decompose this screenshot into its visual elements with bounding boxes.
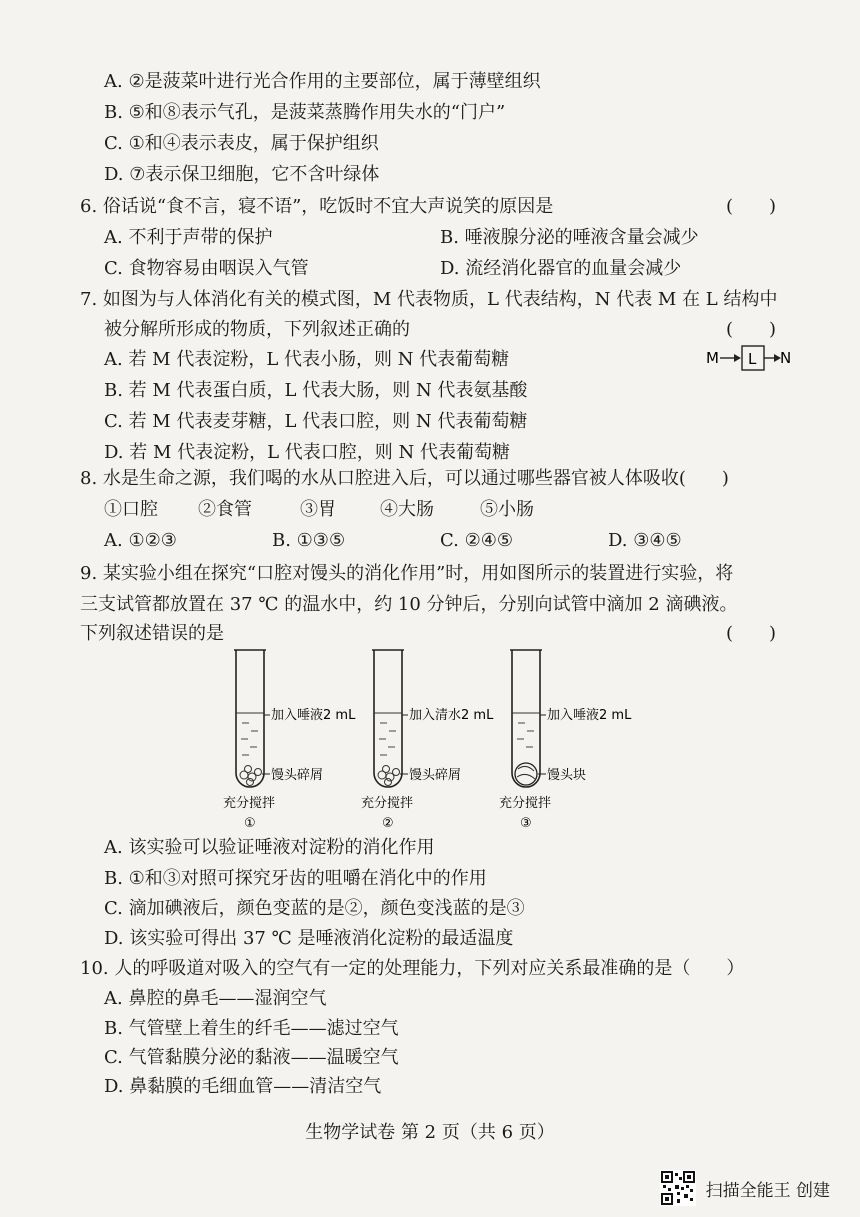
q8-option-b: B. ①③⑤ xyxy=(272,530,346,551)
q5-option-a: A. ②是菠菜叶进行光合作用的主要部位，属于薄壁组织 xyxy=(104,71,541,92)
tube-3-stir-label: 充分搅拌 xyxy=(499,796,552,811)
q8-item-1: ①口腔 xyxy=(104,499,158,520)
q10-option-a: A. 鼻腔的鼻毛——湿润空气 xyxy=(104,988,327,1009)
diagram-m-label: M xyxy=(706,349,719,367)
q6-option-a: A. 不利于声带的保护 xyxy=(104,227,273,248)
tube-2-number: ② xyxy=(382,816,394,831)
q5-option-d: D. ⑦表示保卫细胞，它不含叶绿体 xyxy=(104,164,380,185)
digestion-flow-diagram xyxy=(706,343,790,373)
diagram-n-label: N xyxy=(780,349,792,367)
tube-1-stir-label: 充分搅拌 xyxy=(223,796,276,811)
q6-option-d: D. 流经消化器官的血量会减少 xyxy=(440,258,682,279)
tube-2-stir-label: 充分搅拌 xyxy=(361,796,414,811)
q8-item-5: ⑤小肠 xyxy=(480,499,534,520)
q9-stem-line2: 三支试管都放置在 37 ℃ 的温水中，约 10 分钟后，分别向试管中滴加 2 滴碘液。 xyxy=(80,594,738,615)
q7-option-d: D. 若 M 代表淀粉，L 代表口腔，则 N 代表葡萄糖 xyxy=(104,442,510,463)
tube-2-liquid-label: 加入清水2 mL xyxy=(409,708,494,723)
q9-option-b: B. ①和③对照可探究牙齿的咀嚼在消化中的作用 xyxy=(104,868,487,889)
q9-option-c: C. 滴加碘液后，颜色变蓝的是②，颜色变浅蓝的是③ xyxy=(104,898,525,919)
q8-option-a: A. ①②③ xyxy=(104,530,177,551)
test-tube-3 xyxy=(499,650,632,831)
q5-option-c: C. ①和④表示表皮，属于保护组织 xyxy=(104,133,379,154)
test-tube-2 xyxy=(361,650,494,831)
q7-stem-line1: 7. 如图为与人体消化有关的模式图，M 代表物质，L 代表结构，N 代表 M 在 L 结构中 xyxy=(80,289,778,310)
q10-option-c: C. 气管黏膜分泌的黏液——温暖空气 xyxy=(104,1047,399,1068)
q8-item-3: ③胃 xyxy=(300,499,336,520)
q7-stem-line2: 被分解所形成的物质，下列叙述正确的 xyxy=(104,319,410,340)
q5-option-b: B. ⑤和⑧表示气孔，是菠菜蒸腾作用失水的“门户” xyxy=(104,102,506,123)
q6-stem: 6. 俗话说“食不言，寝不语”，吃饭时不宜大声说笑的原因是 xyxy=(80,196,554,217)
q9-stem-line1: 9. 某实验小组在探究“口腔对馒头的消化作用”时，用如图所示的装置进行实验，将 xyxy=(80,563,734,584)
tube-3-number: ③ xyxy=(520,816,532,831)
test-tube-1 xyxy=(223,650,356,831)
qr-code-icon xyxy=(660,1170,696,1206)
q7-option-b: B. 若 M 代表蛋白质，L 代表大肠，则 N 代表氨基酸 xyxy=(104,380,528,401)
q6-option-b: B. 唾液腺分泌的唾液含量会减少 xyxy=(440,227,699,248)
q10-option-d: D. 鼻黏膜的毛细血管——清洁空气 xyxy=(104,1076,382,1097)
tube-3-liquid-label: 加入唾液2 mL xyxy=(547,708,632,723)
test-tube-figure xyxy=(220,645,660,835)
q7-option-c: C. 若 M 代表麦芽糖，L 代表口腔，则 N 代表葡萄糖 xyxy=(104,411,528,432)
q6-answer-paren: ( ) xyxy=(726,196,777,217)
q8-item-2: ②食管 xyxy=(198,499,252,520)
tube-1-liquid-label: 加入唾液2 mL xyxy=(271,708,356,723)
q8-item-4: ④大肠 xyxy=(380,499,434,520)
tube-1-solid-label: 馒头碎屑 xyxy=(271,768,324,783)
diagram-l-label: L xyxy=(748,350,757,368)
q9-answer-paren: ( ) xyxy=(726,623,777,644)
tube-3-solid-label: 馒头块 xyxy=(547,768,587,783)
q9-option-a: A. 该实验可以验证唾液对淀粉的消化作用 xyxy=(104,837,435,858)
q8-option-c: C. ②④⑤ xyxy=(440,530,513,551)
q9-stem-line3: 下列叙述错误的是 xyxy=(80,623,224,644)
scanner-watermark xyxy=(660,1170,830,1206)
q7-option-a: A. 若 M 代表淀粉，L 代表小肠，则 N 代表葡萄糖 xyxy=(104,349,510,370)
q10-stem: 10. 人的呼吸道对吸入的空气有一定的处理能力，下列对应关系最准确的是（ ） xyxy=(80,958,745,979)
watermark-text: 扫描全能王 创建 xyxy=(705,1180,830,1201)
q8-option-d: D. ③④⑤ xyxy=(608,530,682,551)
tube-2-solid-label: 馒头碎屑 xyxy=(409,768,462,783)
q8-stem: 8. 水是生命之源，我们喝的水从口腔进入后，可以通过哪些器官被人体吸收( ) xyxy=(80,468,729,489)
q10-option-b: B. 气管壁上着生的纤毛——滤过空气 xyxy=(104,1018,399,1039)
tube-1-number: ① xyxy=(244,816,256,831)
q7-answer-paren: ( ) xyxy=(726,319,777,340)
q9-option-d: D. 该实验可得出 37 ℃ 是唾液消化淀粉的最适温度 xyxy=(104,928,514,949)
page-footer: 生物学试卷 第 2 页（共 6 页） xyxy=(305,1122,555,1143)
q6-option-c: C. 食物容易由咽误入气管 xyxy=(104,258,309,279)
